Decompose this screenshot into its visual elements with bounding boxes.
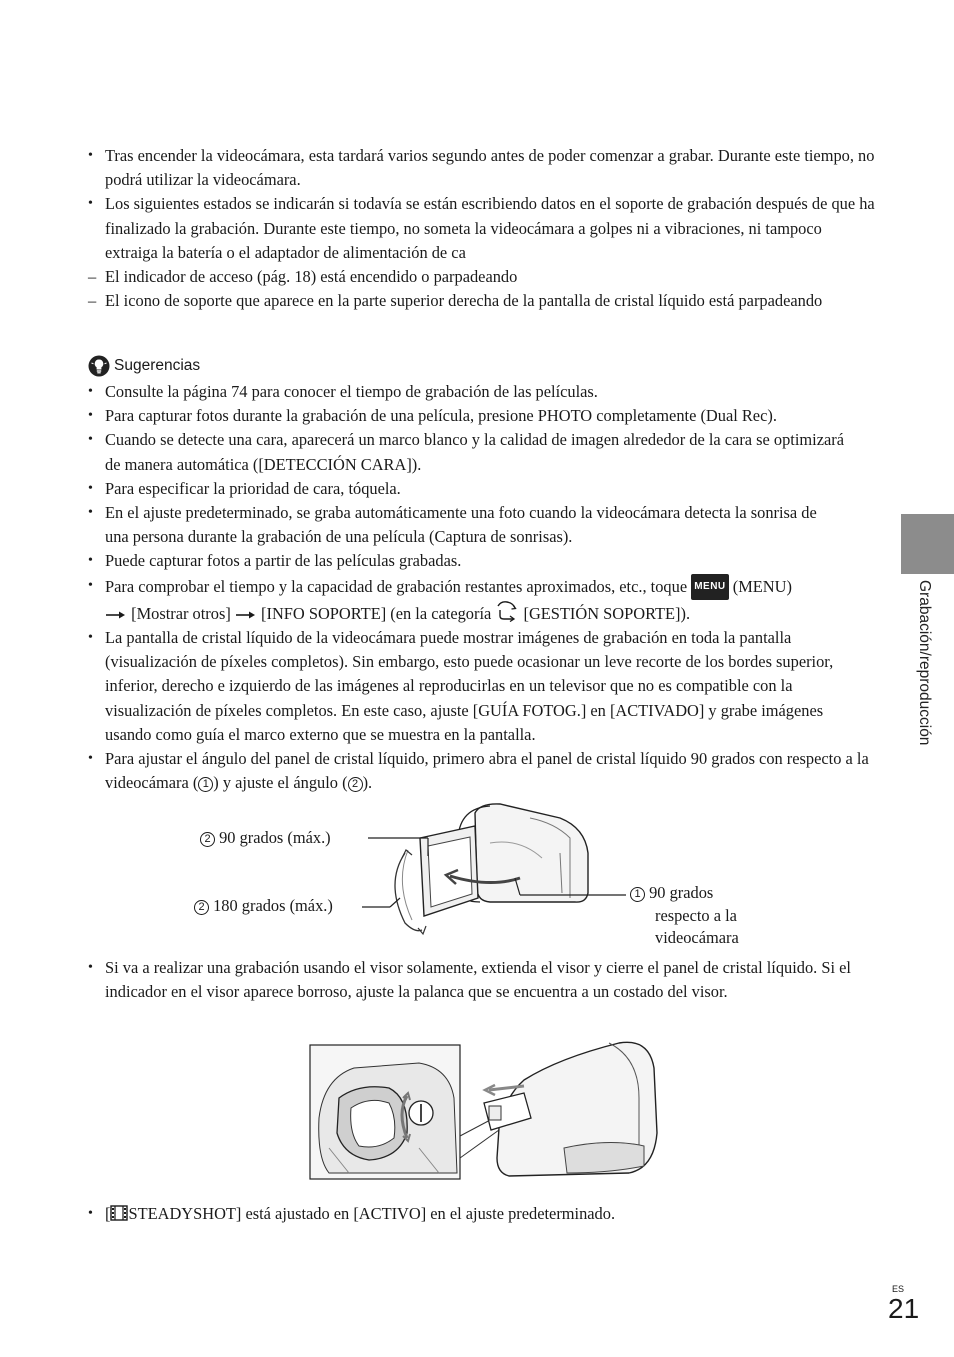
section-side-tab [901, 514, 954, 574]
dash-item: – El indicador de acceso (pág. 18) está encendido o parpadeando [88, 267, 518, 287]
step-number-badge: 2 [194, 900, 209, 915]
step-number-badge: 1 [198, 777, 213, 792]
tip-item: • En el ajuste predeterminado, se graba automáticamente una foto cuando la videocámara detecta la sonrisa de una persona durante la grabación de una película (Captura de sonrisas). [88, 501, 883, 549]
tip-item: • Para capturar fotos durante la grabación de una película, presione PHOTO completamente (Dual Rec). [88, 404, 883, 428]
step-number-badge: 2 [348, 777, 363, 792]
viewfinder-section [88, 956, 863, 1004]
viewfinder-bullet: • Si va a realizar una grabación usando el visor solamente, extienda el visor y cierre el panel de cristal líquido. Si el indicador en el visor aparece borroso, ajuste la palanca que se encuentra a un costado del visor. [88, 956, 863, 1004]
dash-item-text: El icono de soporte que aparece en la parte superior derecha de la pantalla de cristal líquido está parpadeando [105, 291, 823, 311]
section-side-label [913, 580, 935, 790]
viewfinder-illustration [309, 1038, 661, 1183]
label-180-degrees [194, 894, 333, 918]
tip-text: [GESTIÓN SOPORTE]). [523, 603, 691, 623]
tips-heading-text: Sugerencias [114, 357, 201, 374]
arrow-right-icon [105, 610, 127, 620]
arrow-right-icon [235, 610, 257, 620]
movie-film-icon [110, 1205, 128, 1221]
label-text: 180 grados (máx.) [213, 896, 333, 915]
tip-text: (MENU) [732, 576, 792, 596]
lcd-angle-figure [190, 798, 780, 958]
tip-item-lcd-angle [88, 747, 883, 795]
tip-item: • Cuando se detecte una cara, aparecerá un marco blanco y la calidad de imagen alrededor de la cara se optimizará de manera automática ([DETECCIÓN CARA]). [88, 428, 883, 476]
tip-text: ) y ajuste el ángulo ( [213, 773, 348, 793]
tips-section [88, 380, 883, 795]
tip-item: • La pantalla de cristal líquido de la videocámara puede mostrar imágenes de grabación en toda la pantalla (visualización de píxeles completos). Sin embargo, esto puede ocasionar un leve recorte de los bordes superior, inferior, derecho e izquierdo de las imágenes al reproducirlas en un televisor que no es compatible con la visualización de píxeles completos. En este caso, ajuste [GUÍA FOTOG.] en [ACTIVADO] y grabe imágenes usando como guía el marco externo que se muestra en la pantalla. [88, 626, 883, 747]
dash-item: – El icono de soporte que aparece en la parte superior derecha de la pantalla de cristal líquido está parpadeando [88, 291, 823, 311]
lightbulb-icon [88, 355, 110, 377]
tip-item-menu-path [88, 574, 883, 626]
tip-item: • Para especificar la prioridad de cara, tóquela. [88, 477, 883, 501]
tip-text: Para ajustar el ángulo del panel de cristal líquido, primero abra el panel de cristal líquido 90 grados con respecto a la videocámara ( [105, 749, 869, 793]
tip-text: ). [362, 773, 373, 793]
page-number: 21 [888, 1293, 920, 1324]
step-number-badge: 1 [630, 887, 645, 902]
label-text: 90 grados (máx.) [219, 828, 331, 847]
steadyshot-bullet [88, 1202, 863, 1226]
media-management-icon [495, 600, 519, 622]
tip-text: [INFO SOPORTE] (en la categoría [261, 603, 492, 623]
intro-bullet: • Los siguientes estados se indicarán si todavía se están escribiendo datos en el soporte de grabación después de que ha finalizado la grabación. Durante este tiempo, no someta la videocámara a golpes ni a vibraciones, ni tampoco extraiga la batería o el adaptador de alimentación de ca [88, 192, 878, 265]
menu-button-icon: MENU [691, 574, 728, 600]
page-language: ES [892, 1284, 905, 1294]
tips-heading [88, 355, 200, 377]
viewfinder-figure [309, 1038, 661, 1183]
steadyshot-section [88, 1202, 863, 1226]
step-number-badge: 2 [200, 832, 215, 847]
label-text: respecto a la [655, 905, 737, 925]
label-text: 90 grados [649, 883, 714, 902]
label-open-90 [630, 882, 739, 950]
dash-item-text: El indicador de acceso (pág. 18) está encendido o parpadeando [105, 267, 518, 287]
intro-section [88, 144, 878, 313]
tip-text: Para comprobar el tiempo y la capacidad de grabación restantes aproximados, etc., toque [105, 576, 688, 596]
label-text: videocámara [655, 928, 739, 947]
label-90-degrees [200, 826, 331, 850]
steadyshot-text: STEADYSHOT] está ajustado en [ACTIVO] en el ajuste predeterminado. [128, 1204, 616, 1223]
bracket-text: [ [105, 1204, 111, 1223]
tip-item: • Puede capturar fotos a partir de las películas grabadas. [88, 549, 883, 573]
intro-bullet: • Tras encender la videocámara, esta tardará varios segundo antes de poder comenzar a grabar. Durante este tiempo, no podrá utilizar la videocámara. [88, 144, 878, 192]
section-side-label-text: Grabación/reproducción [916, 580, 933, 746]
tip-item: • Consulte la página 74 para conocer el tiempo de grabación de las películas. [88, 380, 883, 404]
tip-text: [Mostrar otros] [131, 603, 231, 623]
